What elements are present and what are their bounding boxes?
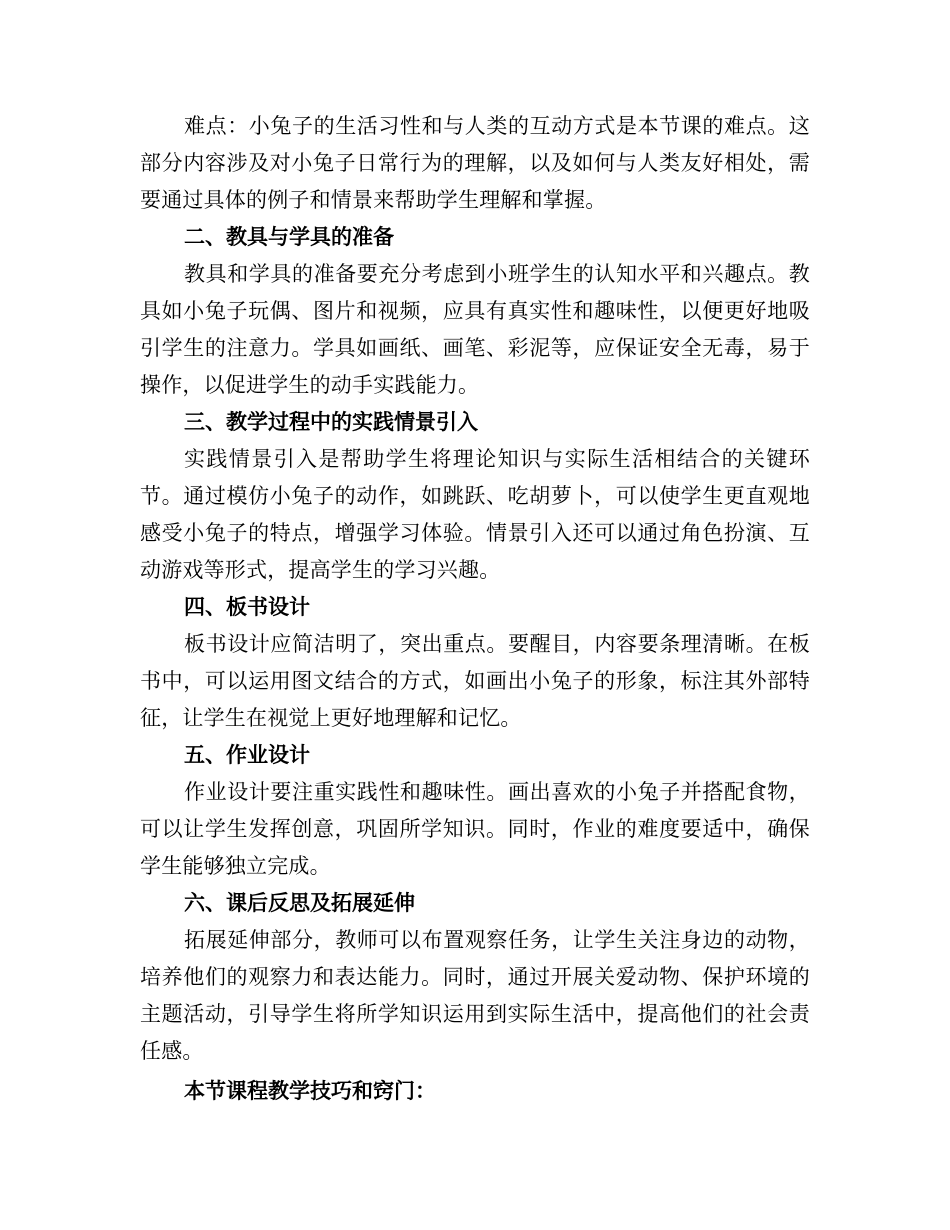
paragraph-homework-design: 作业设计要注重实践性和趣味性。画出喜欢的小兔子并搭配食物，可以让学生发挥创意，巩固所学知识。同时，作业的难度要适中，确保学生能够独立完成。 bbox=[140, 780, 810, 878]
document-body bbox=[140, 108, 810, 1110]
heading-teaching-tools: 二、教具与学具的准备 bbox=[184, 225, 394, 249]
heading-reflection-extension: 六、课后反思及拓展延伸 bbox=[184, 891, 415, 915]
heading-teaching-tips: 本节课程教学技巧和窍门： bbox=[184, 1079, 436, 1103]
heading-practice-scenario: 三、教学过程中的实践情景引入 bbox=[184, 410, 478, 434]
heading-homework-design: 五、作业设计 bbox=[184, 743, 310, 767]
heading-blackboard-design: 四、板书设计 bbox=[184, 595, 310, 619]
paragraph-teaching-tools: 教具和学具的准备要充分考虑到小班学生的认知水平和兴趣点。教具如小兔子玩偶、图片和视频，应具有真实性和趣味性，以便更好地吸引学生的注意力。学具如画纸、画笔、彩泥等，应保证安全无毒，易于操作，以促进学生的动手实践能力。 bbox=[140, 262, 810, 397]
paragraph-blackboard-design: 板书设计应简洁明了，突出重点。要醒目，内容要条理清晰。在板书中，可以运用图文结合的方式，如画出小兔子的形象，标注其外部特征，让学生在视觉上更好地理解和记忆。 bbox=[140, 632, 810, 730]
paragraph-difficulty: 难点：小兔子的生活习性和与人类的互动方式是本节课的难点。这部分内容涉及对小兔子日常行为的理解，以及如何与人类友好相处，需要通过具体的例子和情景来帮助学生理解和掌握。 bbox=[140, 114, 810, 212]
paragraph-practice-scenario: 实践情景引入是帮助学生将理论知识与实际生活相结合的关键环节。通过模仿小兔子的动作，如跳跃、吃胡萝卜，可以使学生更直观地感受小兔子的特点，增强学习体验。情景引入还可以通过角色扮演、互动游戏等形式，提高学生的学习兴趣。 bbox=[140, 447, 810, 582]
paragraph-reflection-extension: 拓展延伸部分，教师可以布置观察任务，让学生关注身边的动物，培养他们的观察力和表达能力。同时，通过开展关爱动物、保护环境的主题活动，引导学生将所学知识运用到实际生活中，提高他们的社会责任感。 bbox=[140, 928, 810, 1063]
